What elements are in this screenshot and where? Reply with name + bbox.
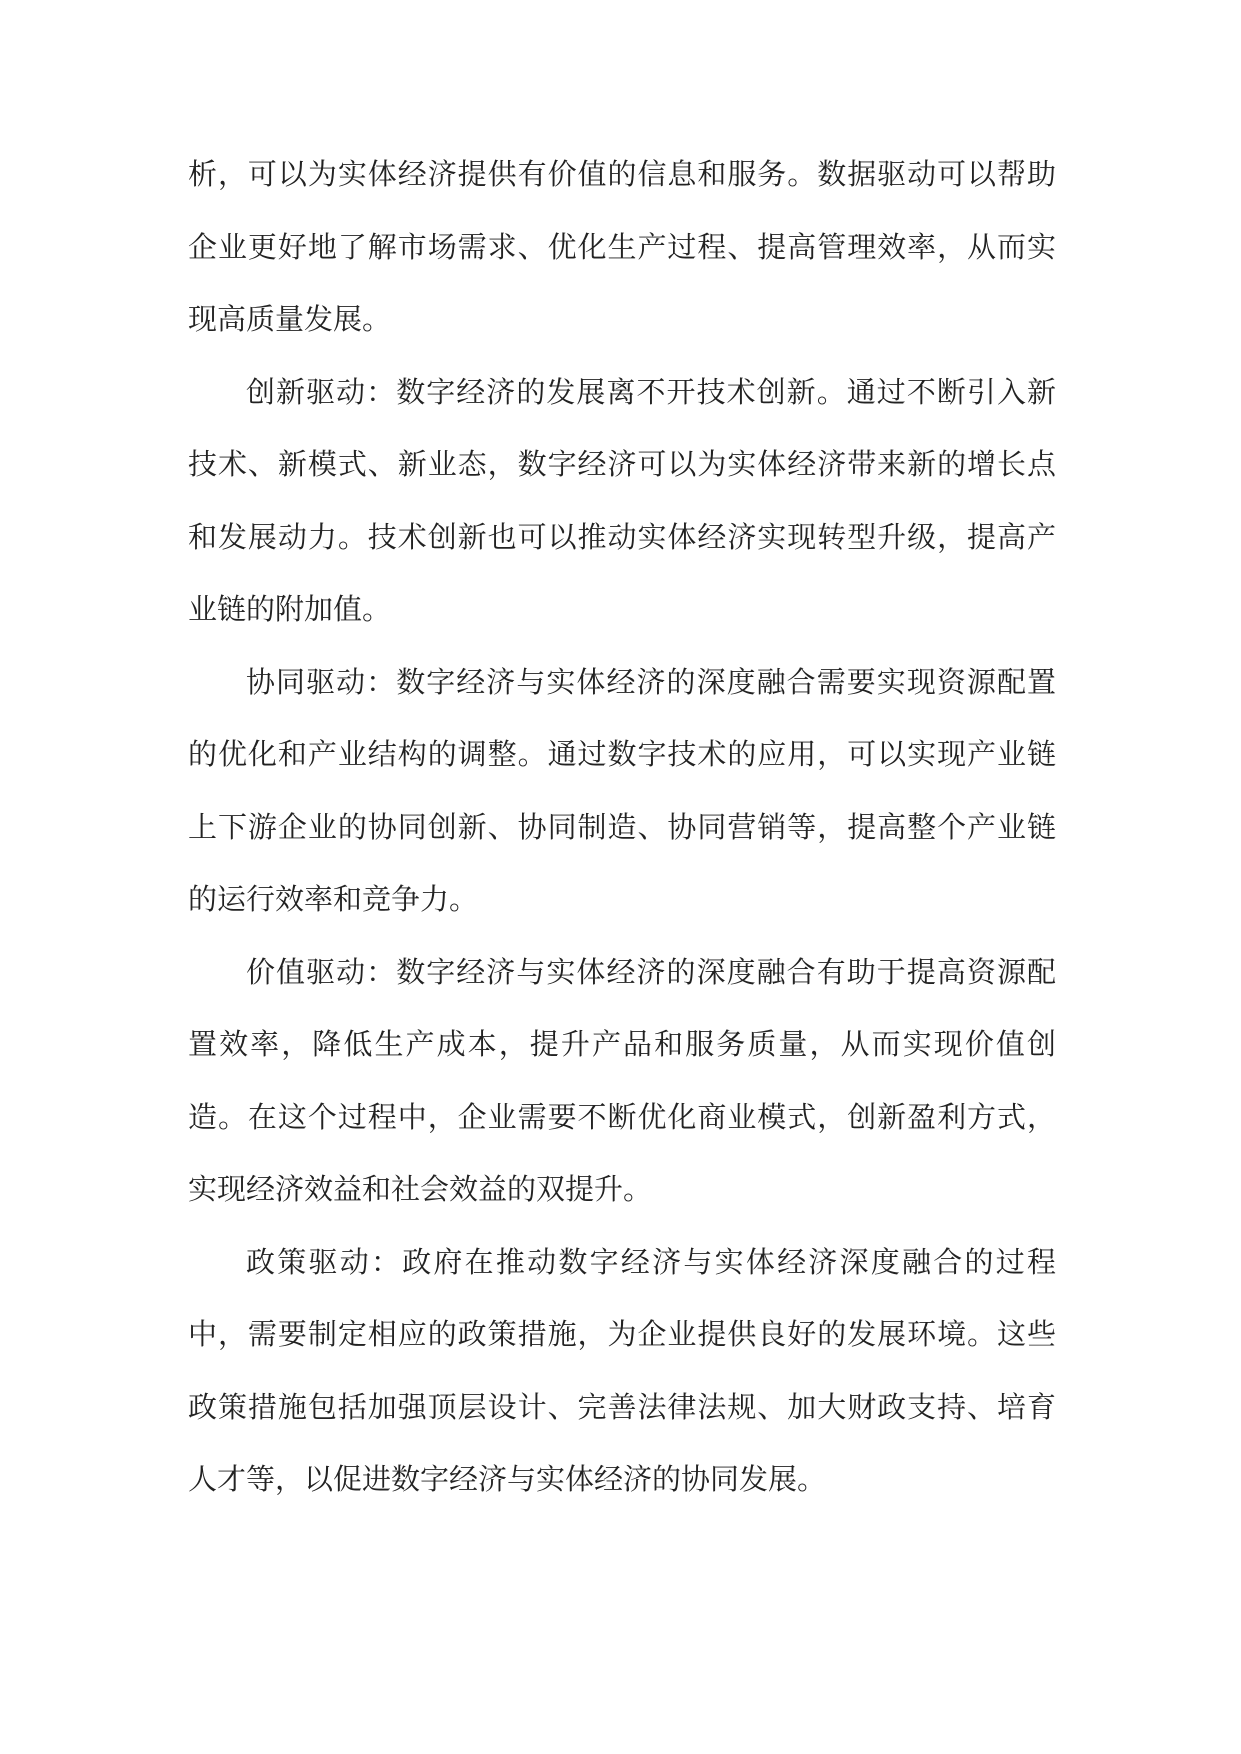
paragraph-policy-driven: 政策驱动：政府在推动数字经济与实体经济深度融合的过程中，需要制定相应的政策措施，为企业提供良好的发展环境。这些政策措施包括加强顶层设计、完善法律法规、加大财政支持、培育人才等，以促进数字经济与实体经济的协同发展。 (188, 1244, 1056, 1496)
document-body (188, 138, 1056, 1516)
paragraph-data-driven-continuation: 析，可以为实体经济提供有价值的信息和服务。数据驱动可以帮助企业更好地了解市场需求、优化生产过程、提高管理效率，从而实现高质量发展。 (188, 157, 1056, 336)
paragraph-synergy-driven: 协同驱动：数字经济与实体经济的深度融合需要实现资源配置的优化和产业结构的调整。通过数字技术的应用，可以实现产业链上下游企业的协同创新、协同制造、协同营销等，提高整个产业链的运行效率和竞争力。 (188, 664, 1056, 916)
paragraph-value-driven: 价值驱动：数字经济与实体经济的深度融合有助于提高资源配置效率，降低生产成本，提升产品和服务质量，从而实现价值创造。在这个过程中，企业需要不断优化商业模式，创新盈利方式，实现经济效益和社会效益的双提升。 (188, 954, 1056, 1206)
paragraph-innovation-driven: 创新驱动：数字经济的发展离不开技术创新。通过不断引入新技术、新模式、新业态，数字经济可以为实体经济带来新的增长点和发展动力。技术创新也可以推动实体经济实现转型升级，提高产业链的附加值。 (188, 374, 1056, 626)
